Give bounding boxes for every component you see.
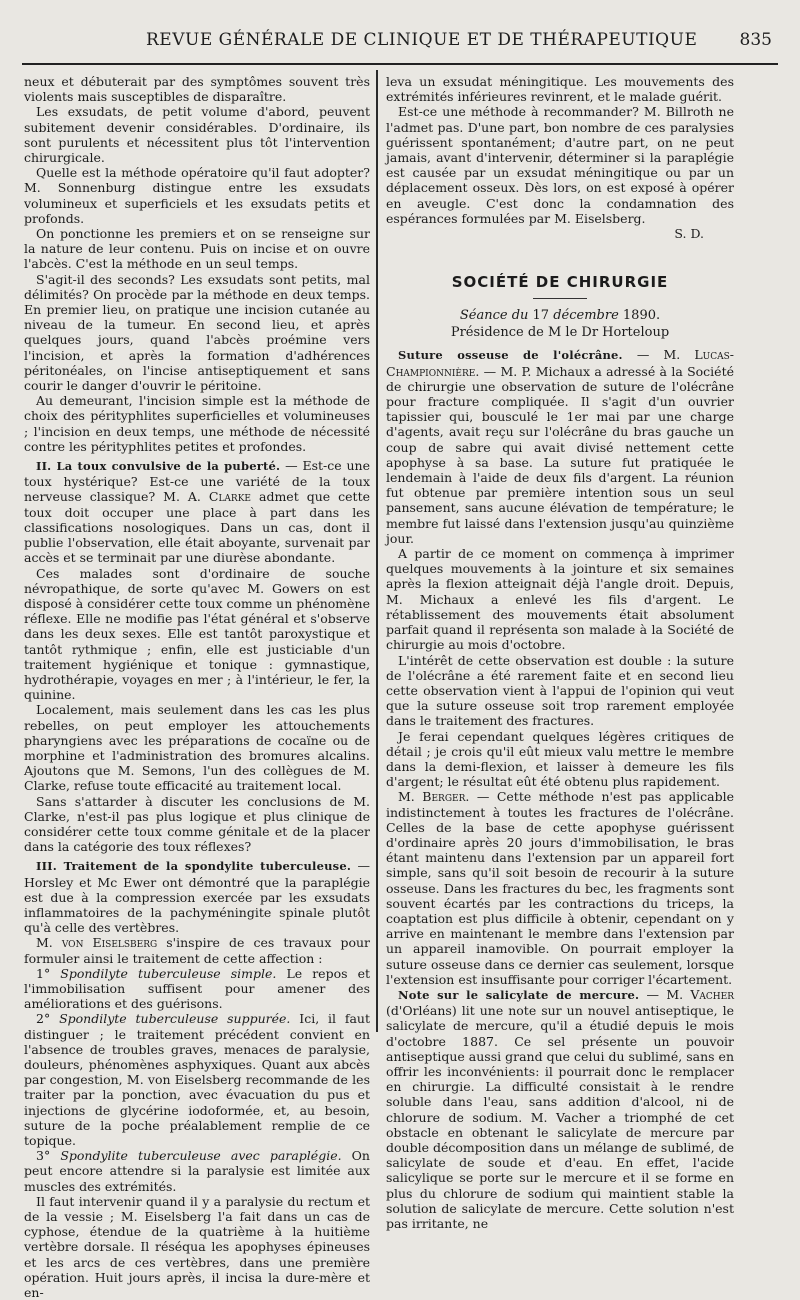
section-title: SOCIÉTÉ DE CHIRURGIE [451, 273, 669, 292]
article-olecrane [386, 347, 734, 546]
section-heading: III. Traitement de la spondylite tuberculeuse. [36, 859, 352, 874]
section-text: — Horsley et Mc Ewer ont démontré que la paraplégie est due à la compression exercée par les exsudats inflammatoires de la pachyméningite spinale plutôt qu'à celle des vertèbres. [24, 858, 370, 936]
list-title: Spondylite tuberculeuse avec paraplégie. [60, 1148, 342, 1164]
list-number: 3° [36, 1148, 61, 1164]
paragraph: On ponctionne les premiers et on se renseigne sur la nature de leur contenu. Puis on incise et on ouvre l'abcès. C'est la méthode en un seul temps. [24, 226, 370, 272]
author-name: von Eiselsberg [61, 935, 158, 951]
section-spondylite [24, 858, 370, 935]
list-item [24, 1011, 370, 1148]
paragraph [386, 789, 734, 987]
paragraph: Sans s'attarder à discuter les conclusions de M. Clarke, n'est-il pas plus logique et plus clinique de considérer cette toux comme génitale et de la placer dans la catégorie des toux réflexes? [24, 793, 370, 855]
section-heading: II. La toux convulsive de la puberté. [36, 459, 281, 474]
paragraph [24, 935, 370, 965]
article-text: (d'Orléans) lit une note sur un nouvel antiseptique, le salicylate de mercure, qu'il a étudié depuis le mois d'octobre 1887. Ce sel présente un pouvoir antiseptique aussi grand que celui du sublimé, sans en offrir les inconvénients: il pourrait donc le remplacer en chirurgie. La difficulté consistait à le rendre soluble dans l'eau, sans addition d'alcool, ni de chlorure de sodium. M. Vacher a triomphé de cet obstacle en obtenant le salicylate de mercure par double décomposition dans un mélange de sublimé, de salicylate de soude et d'eau. En effet, l'acide salicylique se porte sur le mercure et il se forme en plus du chlorure de sodium qui maintient stable la solution de salicylate de mercure. Cette solution n'est pas irritante, ne [386, 1003, 734, 1232]
section-text: admet que cette toux doit occuper une place à part dans les classifications nosologiques. Dans un cas, dont il publie l'observation, elle était aboyante, survenait par accès et se terminait par une diurèse abondante. [24, 489, 370, 566]
paragraph: Les exsudats, de petit volume d'abord, peuvent subitement devenir considérables. D'ordinaire, ils sont purulents et nécessitent plus tôt l'intervention chirurgicale. [24, 104, 370, 166]
article-heading: Note sur le salicylate de mercure. [398, 987, 640, 1002]
article-text: — M. P. Michaux a adressé à la Société de chirurgie une observation de suture de l'olécrâne pour fracture compliquée. Il s'agit d'un ouvrier tapissier qui, bousculé le 1er mai par une charge d'agents, avait reçu sur l'olécrâne du bras gauche un coup de sabre qui avait divisé nettement cette apophyse à sa base. La suture fut pratiquée le lendemain à l'aide de deux fils d'argent. La réunion fut obtenue par première intention sous un seul pansement, sans aucune élévation de température; le membre fut laissé dans l'extension jusqu'au quinzième jour. [386, 363, 734, 546]
list-number: 2° [36, 1011, 60, 1027]
list-text: Ici, il faut distinguer ; le traitement précédent convient en l'absence de troubles graves, menaces de paralysie, douleurs, phénomènes asphyxiques. Quant aux abcès par congestion, M. von Eiselsberg recommande de les traiter par la ponction, avec évacuation du pus et injections de glycérine iodoformée, et, au besoin, suture de la poche préalablement remplie de ce topique. [24, 1011, 371, 1149]
article-heading: Suture osseuse de l'olécrâne. [398, 348, 623, 363]
section-text: — Est-ce une toux hystérique? Est-ce une variété de la toux nerveuse classique? M. A. [24, 458, 370, 505]
running-header [18, 26, 782, 52]
text-fragment: s'inspire de ces travaux pour formuler ainsi le traitement de cette affection : [24, 935, 371, 966]
author-name: Clarke [208, 489, 252, 505]
paragraph: Il faut intervenir quand il y a paralysie du rectum et de la vessie ; M. Eiselsberg l'a fait dans un cas de cyphose, étendue de la quatrième à la huitième vertèbre dorsale. Il réséqua les apophyses épineuses et les arcs de ces vertèbres, dans une première opération. Huit jours après, il incisa la dure-mère et en- [24, 1193, 370, 1300]
right-column [386, 74, 734, 1231]
left-column [24, 74, 370, 1300]
author-name: Berger. [422, 789, 470, 805]
session-day: 17 [528, 308, 554, 324]
paragraph: Ces malades sont d'ordinaire de souche névropathique, de sorte qu'avec M. Gowers on est disposé à considérer cette toux comme un phénomène réflexe. Elle ne modifie pas l'état général et s'observe dans les deux sexes. Elle est tantôt paroxystique et tantôt rythmique ; enfin, elle est justiciable d'un traitement hygiénique et tonique : gymnastique, hydrothérapie, voyages en mer ; à l'intérieur, le fer, la quinine. [24, 565, 370, 703]
session-label: Séance du [459, 308, 529, 324]
paragraph: leva un exsudat méningitique. Les mouvements des extrémités inférieures revinrent, et le malade guérit. [386, 74, 734, 105]
list-number: 1° [36, 965, 61, 981]
section-toux-convulsive [24, 458, 370, 565]
paragraph: Localement, mais seulement dans les cas les plus rebelles, on peut employer les attouchements pharyngiens avec les préparations de cocaïne ou de morphine et l'administration des bromures alcalins. Ajoutons que M. Semons, l'un des collègues de M. Clarke, refuse toute efficacité au traitement local. [24, 702, 370, 794]
paragraph: Au demeurant, l'incision simple est la méthode de choix des pérityphlites superficielles et volumineuses ; l'incision en deux temps, une méthode de nécessité contre les pérityphlites petites et profondes. [24, 393, 370, 454]
list-text: Le repos et l'immobilisation suffisent pour amener des améliorations et des guérisons. [24, 965, 370, 1012]
list-text: On peut encore attendre si la paralysie est limitée aux muscles des extrémités. [24, 1148, 370, 1194]
section-rule [533, 298, 587, 299]
session-year: 1890. [618, 308, 661, 324]
list-title: Spondilyte tuberculeuse simple. [60, 965, 277, 981]
author-name: Vacher [690, 986, 734, 1002]
paragraph: L'intérêt de cette observation est double : la suture de l'olécrâne a été rarement faite et en second lieu cette observation vient à l'appui de l'opinion qui veut que la suture osseuse soit trop rarement employée dans le traitement des fractures. [386, 652, 734, 729]
paragraph: A partir de ce moment on commença à imprimer quelques mouvements à la jointure et six semaines après la flexion atteignait déjà l'angle droit. Depuis, M. Michaux a enlevé les fils d'argent. Le rétablissement des mouvements était absolument parfait quand il représenta son malade à la Société de chirurgie au mois d'octobre. [386, 546, 734, 653]
text-fragment: M. [36, 935, 62, 951]
paragraph: Est-ce une méthode à recommander? M. Billroth ne l'admet pas. D'une part, bon nombre de ces paralysies guérissent spontanément; d'autre part, on ne peut jamais, avant d'intervenir, déterminer si la paraplégie est causée par un exsudat méningitique ou par un déplacement osseux. Dès lors, on est exposé à opérer en aveugle. C'est donc la condamnation des espérances formulées par M. Eiselsberg. [386, 104, 734, 226]
signature-line [386, 226, 734, 241]
session-date [386, 307, 734, 324]
text-fragment: M. [398, 789, 423, 805]
list-title: Spondilyte tuberculeuse suppurée. [59, 1011, 291, 1027]
paragraph: S'agit-il des seconds? Les exsudats sont petits, mal délimités? On procède par la méthode en deux temps. En premier lieu, on pratique une incision cutanée au niveau de la tumeur. En second lieu, et après quelques jours, quand l'abcès proémine vers l'incision, et après la formation d'adhérences péritonéales, on l'incise antiseptiquement et sans courir le danger d'ouvrir le péritoine. [24, 271, 370, 394]
page-number: 835 [739, 30, 772, 50]
section-header [386, 275, 734, 299]
text-fragment: — M. [622, 347, 695, 363]
text-fragment: — Cette méthode n'est pas applicable indistinctement à toutes les fractures de l'olécrâne. Celles de la base de cette apophyse guérissent d'ordinaire après 20 jours d'immobilisation, le bras étant maintenu dans l'extension par un appareil fort simple, sans qu'il soit besoin de recourir à la suture osseuse. Dans les fractures du bec, les fragments sont souvent écartés par les contractions du triceps, la coaptation est plus difficile à obtenir, cependant on y arrive en maintenant le membre dans l'extension par un appareil inamovible. On pourrait employer la suture osseuse dans ce dernier cas seulement, lorsque l'extension est insuffisante pour corriger l'écartement. [386, 789, 734, 987]
journal-title: REVUE GÉNÉRALE DE CLINIQUE ET DE THÉRAPEUTIQUE [146, 30, 698, 50]
list-item [24, 966, 370, 1012]
text-fragment: — M. [639, 986, 691, 1002]
paragraph: neux et débuterait par des symptômes souvent très violents mais susceptibles de disparaître. [24, 74, 370, 105]
header-rule [22, 63, 778, 65]
author-name: Lucas-Championnière. [386, 347, 734, 379]
presidency: Présidence de M le Dr Horteloup [450, 325, 670, 341]
paragraph: Quelle est la méthode opératoire qu'il faut adopter? M. Sonnenburg distingue entre les exsudats volumineux et superficiels et les exsudats petits et profonds. [24, 165, 370, 226]
article-salicylate [386, 987, 734, 1231]
session-month: décembre [553, 308, 619, 324]
paragraph: Je ferai cependant quelques légères critiques de détail ; je crois qu'il eût mieux valu mettre le membre dans la demi-flexion, et laisser à demeure les fils d'argent; le résultat eût été obtenu plus rapidement. [386, 728, 734, 790]
list-item [24, 1148, 370, 1194]
column-divider [376, 70, 378, 1032]
signature: S. D. [674, 226, 704, 242]
